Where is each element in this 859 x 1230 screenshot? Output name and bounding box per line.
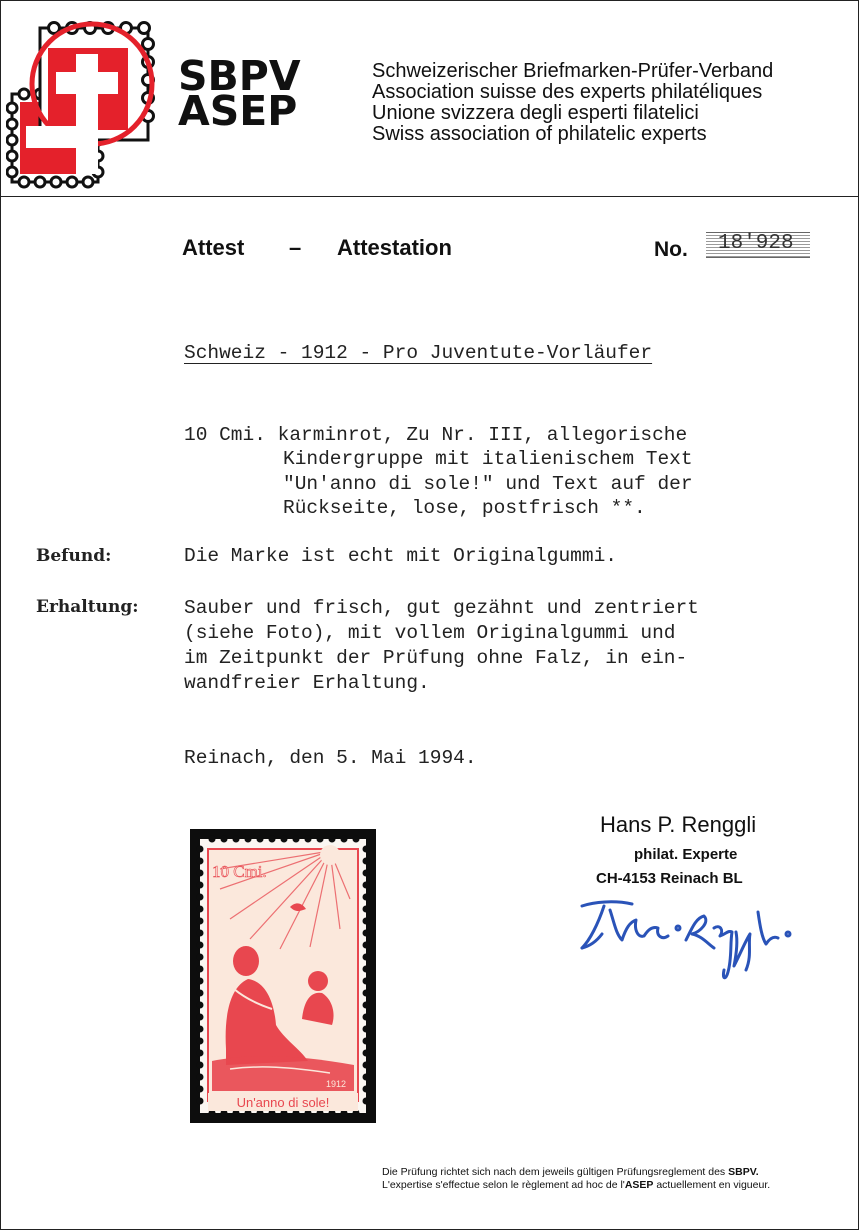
erhaltung-line-2: (siehe Foto), mit vollem Originalgummi und: [184, 622, 676, 644]
certificate-number-label: No.: [654, 238, 688, 261]
erhaltung-line-3: im Zeitpunkt der Prüfung ohne Falz, in ein-: [184, 647, 688, 669]
brand-line-asep: ASEP: [178, 87, 298, 135]
befund-text: Die Marke ist echt mit Originalgummi.: [184, 545, 617, 567]
stamp-value-text: 10 Cmi.: [212, 862, 267, 881]
association-name-fr: Association suisse des experts philatéliques: [372, 81, 763, 103]
erhaltung-line-4: wandfreier Erhaltung.: [184, 672, 430, 694]
expert-role: philat. Experte: [634, 846, 738, 863]
footer-notice: [382, 1166, 770, 1192]
association-names: [372, 61, 773, 145]
expert-name: Hans P. Renggli: [600, 812, 757, 837]
footer-line-1-bold: SBPV.: [728, 1166, 759, 1178]
brand-name: [178, 52, 301, 135]
stamp-photo: [190, 829, 376, 1123]
expert-address: CH-4153 Reinach BL: [596, 870, 743, 887]
description-line-2: Kindergruppe mit italienischem Text: [283, 448, 693, 470]
description-line-1: 10 Cmi. karminrot, Zu Nr. III, allegorische: [184, 424, 688, 446]
subject-heading: Schweiz - 1912 - Pro Juventute-Vorläufer: [184, 342, 653, 364]
footer-line-1-text: Die Prüfung richtet sich nach dem jeweils gültigen Prüfungsreglement des: [382, 1166, 729, 1178]
footer-line-2-text: L'expertise s'effectue selon le règlement ad hoc de l': [382, 1179, 625, 1191]
befund-label: Befund:: [36, 546, 112, 566]
title-attest: Attest: [182, 235, 245, 260]
footer-line-1: [382, 1166, 770, 1179]
header-divider: [0, 196, 859, 197]
title-attestation: Attestation: [337, 235, 452, 260]
certificate-number-value: 18'928: [718, 232, 794, 255]
brand-line-sbpv: SBPV: [178, 52, 301, 100]
place-and-date: Reinach, den 5. Mai 1994.: [184, 747, 477, 769]
stamp-caption: Un'anno di sole!: [236, 1095, 330, 1110]
association-name-de: Schweizerischer Briefmarken-Prüfer-Verband: [372, 60, 774, 82]
sbpv-logo-icon: [6, 8, 166, 190]
title-dash: –: [289, 235, 302, 260]
footer-line-2-suffix: actuellement en vigueur.: [653, 1179, 771, 1191]
description-line-3: "Un'anno di sole!" und Text auf der: [283, 473, 693, 495]
erhaltung-line-1: Sauber und frisch, gut gezähnt und zentriert: [184, 597, 699, 619]
footer-line-2: [382, 1179, 770, 1192]
stamp-image: [190, 829, 376, 1123]
footer-line-2-bold: ASEP: [624, 1179, 654, 1191]
stamp-year-text: 1912: [326, 1079, 347, 1089]
expert-block: [596, 812, 756, 887]
description-line-4: Rückseite, lose, postfrisch **.: [283, 497, 646, 519]
erhaltung-label: Erhaltung:: [36, 597, 139, 617]
signature-image: [574, 888, 804, 988]
association-name-it: Unione svizzera degli esperti filatelici: [372, 102, 699, 124]
association-name-en: Swiss association of philatelic experts: [372, 123, 707, 145]
